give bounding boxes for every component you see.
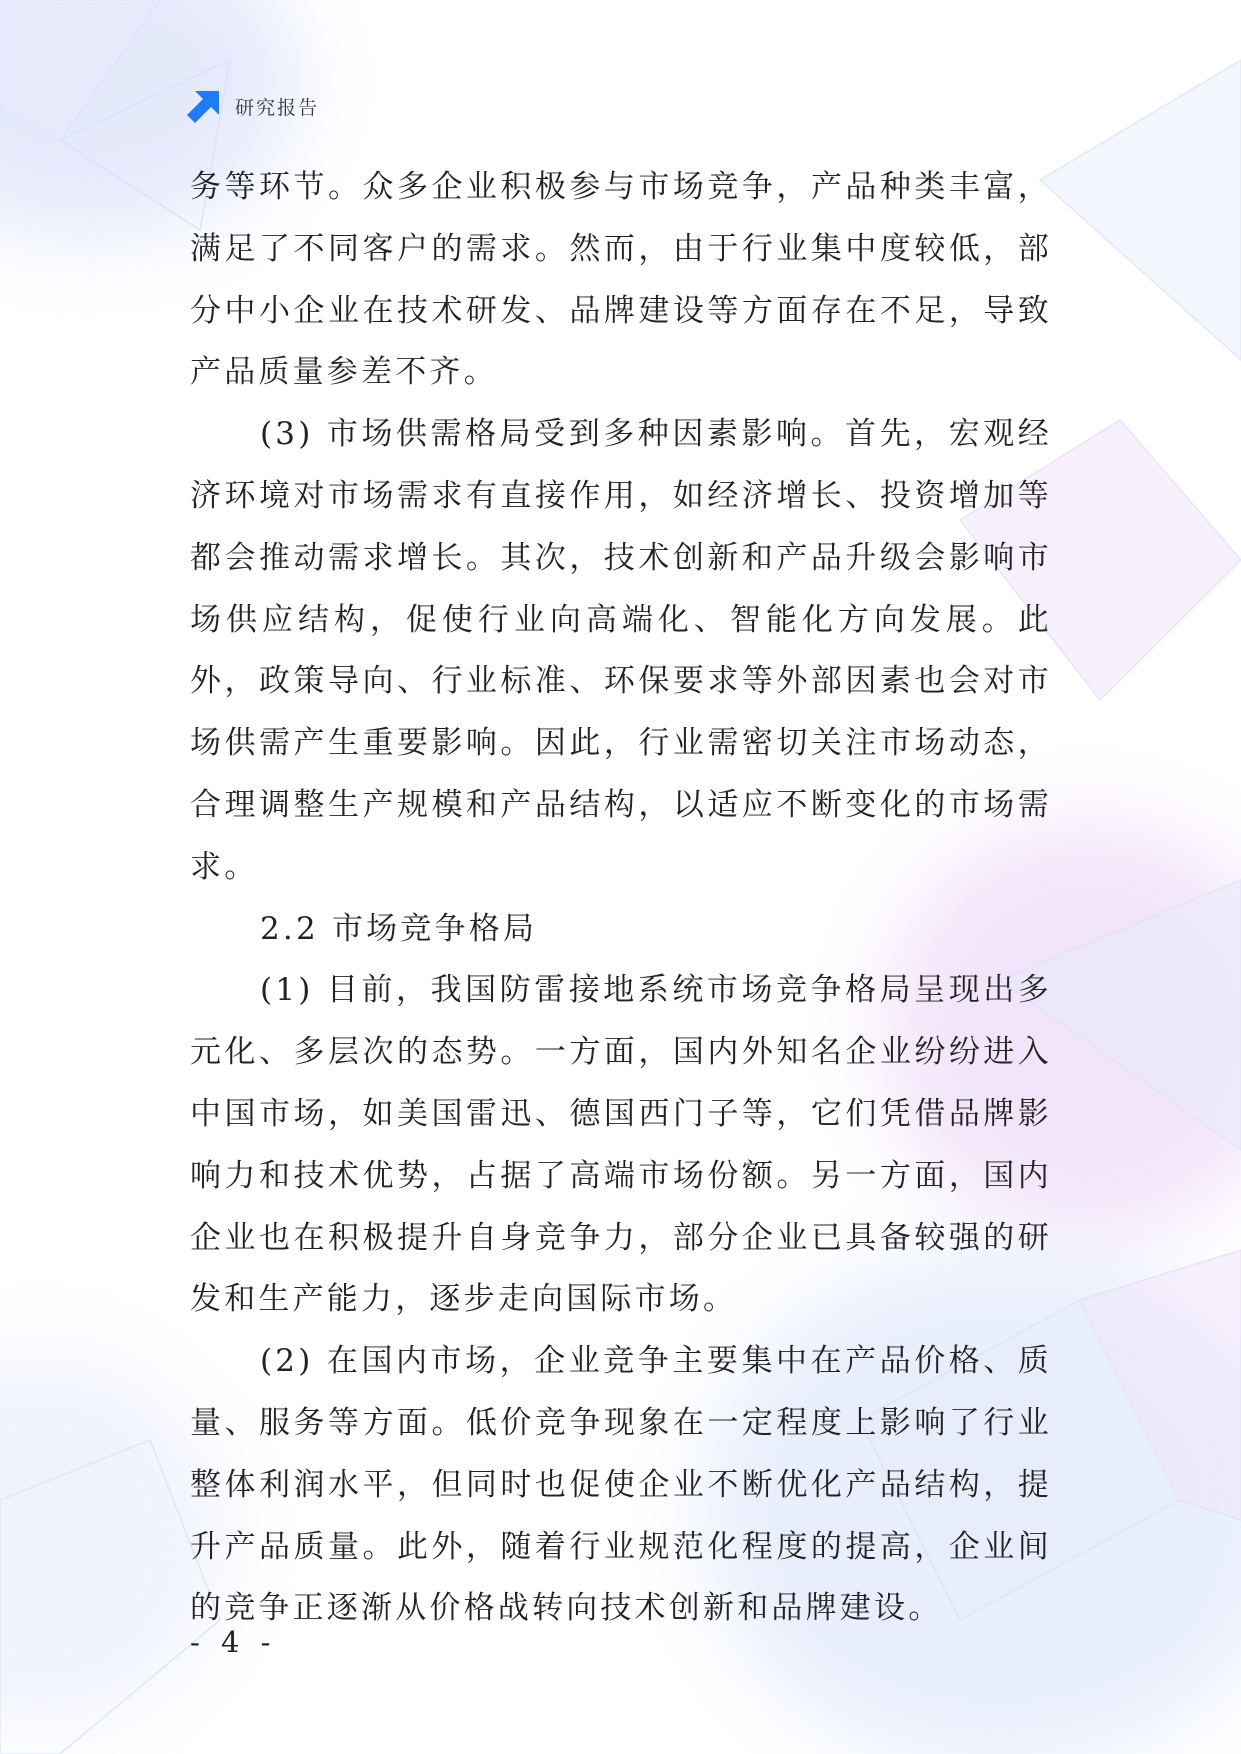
paragraph-competition-1: (1) 目前，我国防雷接地系统市场竞争格局呈现出多元化、多层次的态势。一方面，国内外知名企业纷纷进入中国市场，如美国雷迅、德国西门子等，它们凭借品牌影响力和技术优势，占据了高端市场份额。另一方面，国内企业也在积极提升自身竞争力，部分企业已具备较强的研发和生产能力，逐步走向国际市场。 xyxy=(190,972,1052,1318)
paragraph-supply-demand: (3) 市场供需格局受到多种因素影响。首先，宏观经济环境对市场需求有直接作用，如经济增长、投资增加等都会推动需求增长。其次，技术创新和产品升级会影响市场供应结构，促使行业向高端化、智能化方向发展。此外，政策导向、行业标准、环保要求等外部因素也会对市场供需产生重要影响。因此，行业需密切关注市场动态，合理调整生产规模和产品结构，以适应不断变化的市场需求。 xyxy=(190,416,1052,885)
paragraph-competition-2: (2) 在国内市场，企业竞争主要集中在产品价格、质量、服务等方面。低价竞争现象在一定程度上影响了行业整体利润水平，但同时也促使企业不断优化产品结构，提升产品质量。此外，随着行业规范化程度的提高，企业间的竞争正逐渐从价格战转向技术创新和品牌建设。 xyxy=(190,1343,1052,1627)
paragraph-continued: 务等环节。众多企业积极参与市场竞争，产品种类丰富，满足了不同客户的需求。然而，由于行业集中度较低，部分中小企业在技术研发、品牌建设等方面存在不足，导致产品质量参差不齐。 xyxy=(190,169,1052,391)
document-body xyxy=(190,157,1052,1640)
section-heading: 2.2 市场竞争格局 xyxy=(260,910,538,947)
arrow-up-right-icon xyxy=(187,89,221,123)
report-header xyxy=(187,90,319,122)
page-number: - 4 - xyxy=(190,1625,277,1659)
header-title: 研究报告 xyxy=(235,96,320,119)
